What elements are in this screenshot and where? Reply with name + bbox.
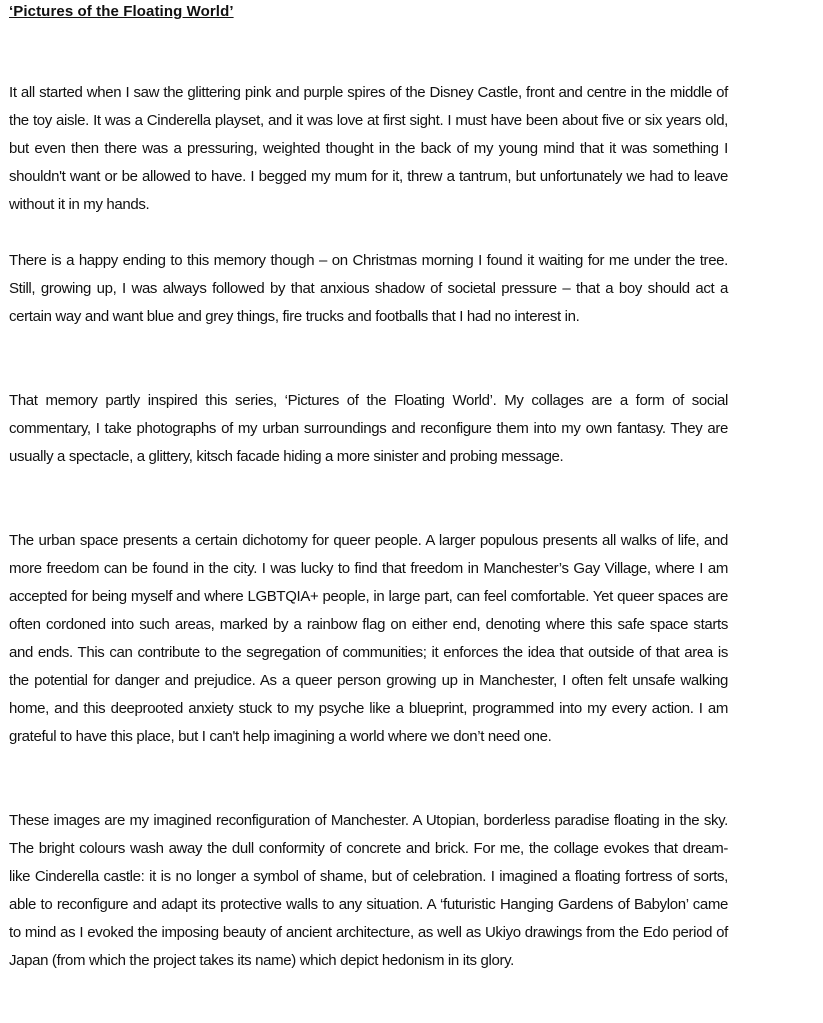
paragraph-3: That memory partly inspired this series, ‘Pictures of the Floating World’. My collages are a form of social commentary, I take photographs of my urban surroundings and reconfigure them into my own fantasy. They are usually a spectacle, a glittery, kitsch facade hiding a more sinister and probing message. bbox=[9, 392, 728, 465]
paragraph-5: These images are my imagined reconfiguration of Manchester. A Utopian, borderless paradise floating in the sky. The bright colours wash away the dull conformity of concrete and brick. For me, the collage evokes that dream-like Cinderella castle: it is no longer a symbol of shame, but of celebration. I imagined a floating fortress of sorts, able to reconfigure and adapt its protective walls to any situation. A ‘futuristic Hanging Gardens of Babylon’ came to mind as I evoked the imposing beauty of ancient architecture, as well as Ukiyo drawings from the Edo period of Japan (from which the project takes its name) which depict hedonism in its glory. bbox=[9, 812, 728, 969]
paragraph-4: The urban space presents a certain dichotomy for queer people. A larger populous presents all walks of life, and more freedom can be found in the city. I was lucky to find that freedom in Manchester’s Gay Village, where I am accepted for being myself and where LGBTQIA+ people, in large part, can feel comfortable. Yet queer spaces are often cordoned into such areas, marked by a rainbow flag on either end, denoting where this safe space starts and ends. This can contribute to the segregation of communities; it enforces the idea that outside of that area is the potential for danger and prejudice. As a queer person growing up in Manchester, I often felt unsafe walking home, and this deeprooted anxiety stuck to my psyche like a blueprint, programmed into my every action. I am grateful to have this place, but I can't help imagining a world where we don’t need one. bbox=[9, 532, 728, 745]
paragraph-1: It all started when I saw the glittering pink and purple spires of the Disney Castle, front and centre in the middle of the toy aisle. It was a Cinderella playset, and it was love at first sight. I must have been about five or six years old, but even then there was a pressuring, weighted thought in the back of my young mind that it was something I shouldn't want or be allowed to have. I begged my mum for it, threw a tantrum, but unfortunately we had to leave without it in my hands. bbox=[9, 84, 728, 213]
document-title: ‘Pictures of the Floating World’ bbox=[9, 3, 234, 20]
paragraph-2: There is a happy ending to this memory though – on Christmas morning I found it waiting for me under the tree. Still, growing up, I was always followed by that anxious shadow of societal pressure – that a boy should act a certain way and want blue and grey things, fire trucks and footballs that I had no interest in. bbox=[9, 252, 728, 325]
